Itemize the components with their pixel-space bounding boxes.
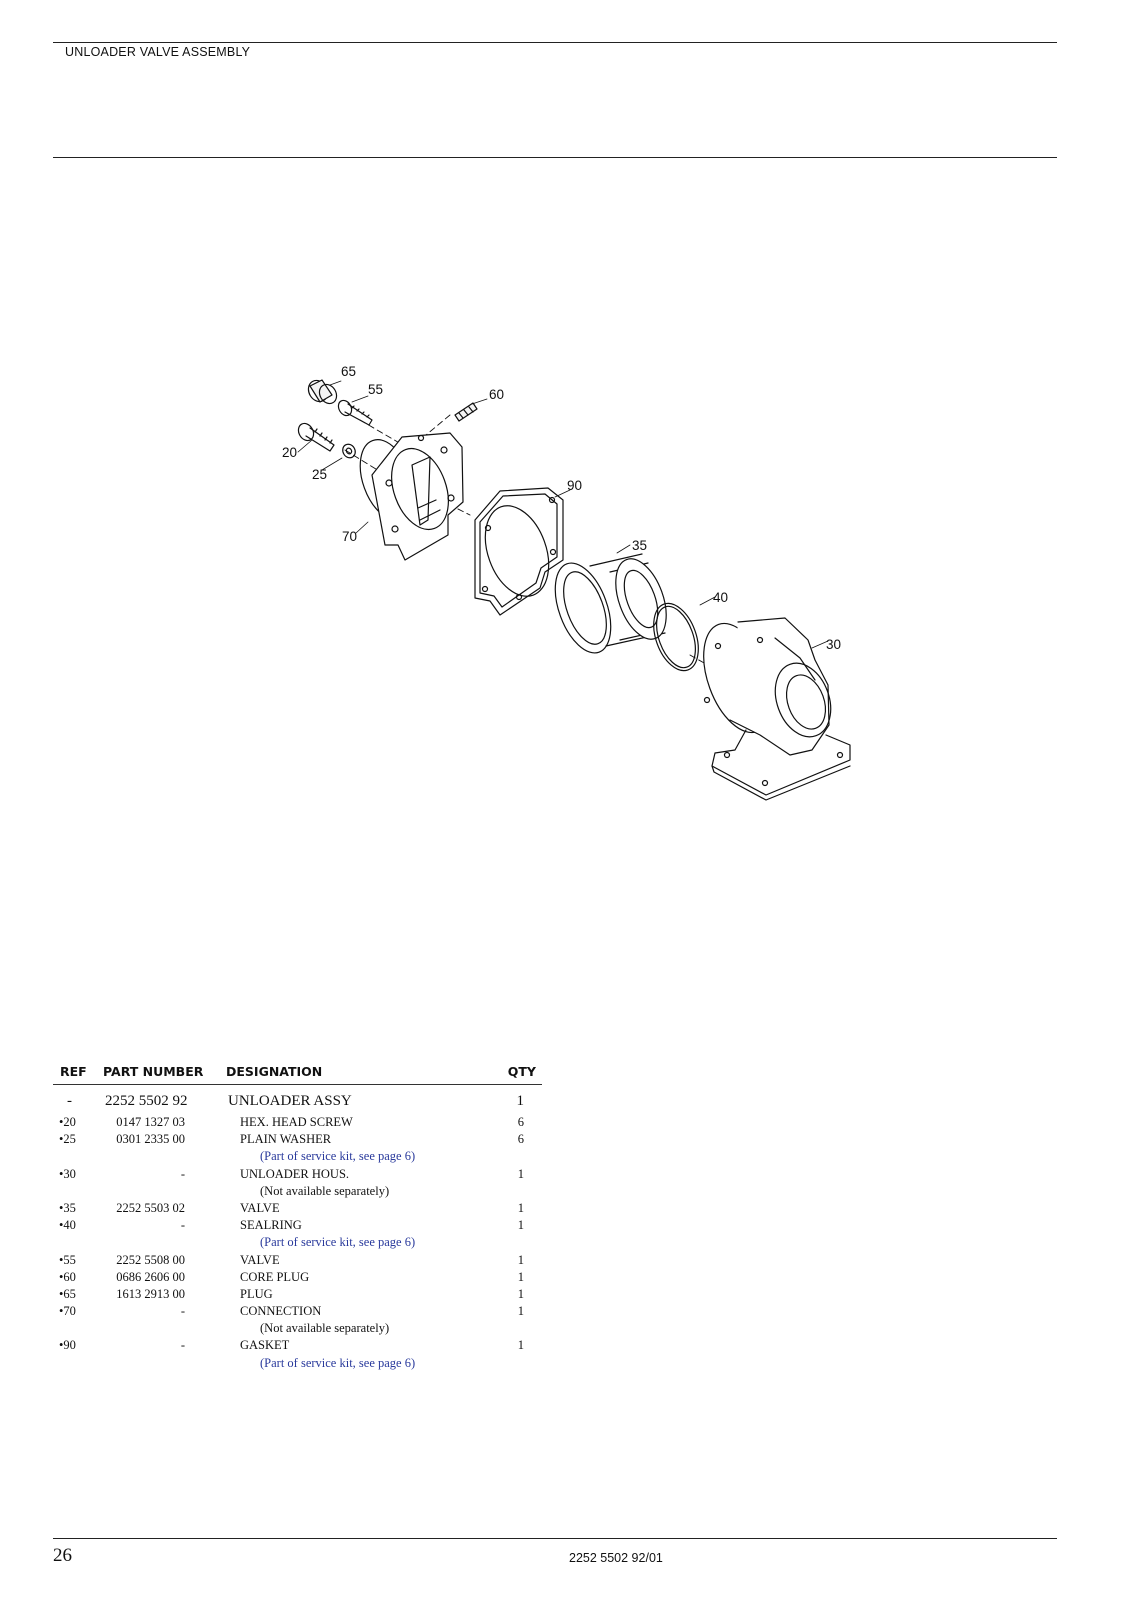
row-qty: 1 (517, 1338, 524, 1353)
page-title: UNLOADER VALVE ASSEMBLY (65, 45, 251, 59)
callout-70: 70 (342, 529, 358, 544)
availability-note: (Not available separately) (260, 1321, 390, 1336)
parts-table-header (53, 1058, 542, 1085)
row-part-number: 0686 2606 00 (116, 1269, 185, 1284)
row-part-number: 1613 2913 00 (116, 1286, 185, 1301)
footer-rule (53, 1538, 1057, 1539)
callout-55: 55 (368, 382, 384, 397)
table-row (53, 1167, 542, 1184)
row-ref: •60 (59, 1269, 76, 1284)
row-designation: UNLOADER HOUS. (240, 1166, 350, 1181)
row-part-number: 0147 1327 03 (116, 1115, 185, 1129)
row-ref: •65 (59, 1286, 76, 1301)
callout-25: 25 (312, 467, 328, 482)
row-ref: •20 (59, 1115, 76, 1129)
table-row (53, 1270, 542, 1287)
row-ref: •30 (59, 1166, 76, 1181)
row-ref: •35 (59, 1200, 76, 1215)
document-number: 2252 5502 92/01 (569, 1551, 663, 1565)
row-designation: CONNECTION (240, 1304, 322, 1319)
header-designation: DESIGNATION (226, 1064, 323, 1079)
row-part-number: 2252 5503 02 (116, 1200, 185, 1215)
row-part-number: - (180, 1304, 185, 1319)
callout-90: 90 (567, 478, 583, 493)
row-qty: 6 (517, 1132, 524, 1147)
core-plug-part-60 (455, 403, 477, 421)
row-qty: 1 (517, 1252, 524, 1267)
header-qty: QTY (507, 1064, 536, 1079)
table-row (53, 1304, 542, 1321)
table-row (53, 1115, 542, 1132)
row-part-number: - (180, 1166, 185, 1181)
assembly-row (53, 1093, 542, 1115)
row-qty: 1 (517, 1218, 524, 1233)
row-designation: UNLOADER ASSY (228, 1093, 352, 1109)
valve-part-55 (336, 398, 372, 425)
table-row (53, 1218, 542, 1235)
table-row (53, 1132, 542, 1149)
row-ref: •70 (59, 1304, 76, 1319)
row-designation: SEALRING (240, 1218, 302, 1233)
callout-30: 30 (826, 637, 842, 652)
row-qty: 1 (517, 1286, 524, 1301)
row-designation: PLAIN WASHER (240, 1132, 332, 1147)
availability-note: (Not available separately) (260, 1183, 390, 1198)
table-row (53, 1338, 542, 1355)
plug-part-65 (305, 377, 340, 407)
row-qty: 1 (517, 1304, 524, 1319)
row-ref: - (67, 1093, 72, 1109)
row-part-number: 2252 5508 00 (116, 1252, 185, 1267)
row-qty: 6 (517, 1115, 524, 1129)
row-designation: CORE PLUG (240, 1269, 310, 1284)
valve-part-35 (544, 552, 676, 660)
row-qty: 1 (516, 1093, 524, 1109)
row-qty: 1 (517, 1269, 524, 1284)
service-kit-link[interactable]: (Part of service kit, see page 6) (260, 1149, 416, 1164)
table-row (53, 1201, 542, 1218)
row-designation: HEX. HEAD SCREW (240, 1115, 353, 1129)
row-ref: •40 (59, 1218, 76, 1233)
screw-part-20 (295, 421, 334, 451)
callout-35: 35 (632, 538, 648, 553)
washer-part-25 (340, 442, 357, 460)
row-designation: GASKET (240, 1338, 290, 1353)
row-part-number: - (180, 1338, 185, 1353)
row-qty: 1 (517, 1200, 524, 1215)
row-designation: PLUG (240, 1286, 273, 1301)
table-row (53, 1287, 542, 1304)
row-designation: VALVE (240, 1252, 280, 1267)
service-kit-link[interactable]: (Part of service kit, see page 6) (260, 1355, 416, 1370)
header-ref: REF (60, 1064, 87, 1079)
row-part-number: 2252 5502 92 (105, 1093, 188, 1109)
connection-part-70 (350, 432, 463, 560)
header-part-number: PART NUMBER (103, 1064, 204, 1079)
parts-table (53, 1058, 542, 1373)
page-number: 26 (53, 1545, 72, 1566)
table-row (53, 1253, 542, 1270)
callout-20: 20 (282, 445, 298, 460)
row-part-number: - (180, 1218, 185, 1233)
callout-60: 60 (489, 387, 505, 402)
row-ref: •25 (59, 1132, 76, 1147)
callout-40: 40 (713, 590, 729, 605)
service-kit-link[interactable]: (Part of service kit, see page 6) (260, 1235, 416, 1250)
row-qty: 1 (517, 1166, 524, 1181)
callout-65: 65 (341, 364, 357, 379)
row-ref: •90 (59, 1338, 76, 1353)
row-part-number: 0301 2335 00 (116, 1132, 185, 1147)
row-ref: •55 (59, 1252, 76, 1267)
gasket-part-90 (474, 488, 563, 615)
row-designation: VALVE (240, 1200, 280, 1215)
